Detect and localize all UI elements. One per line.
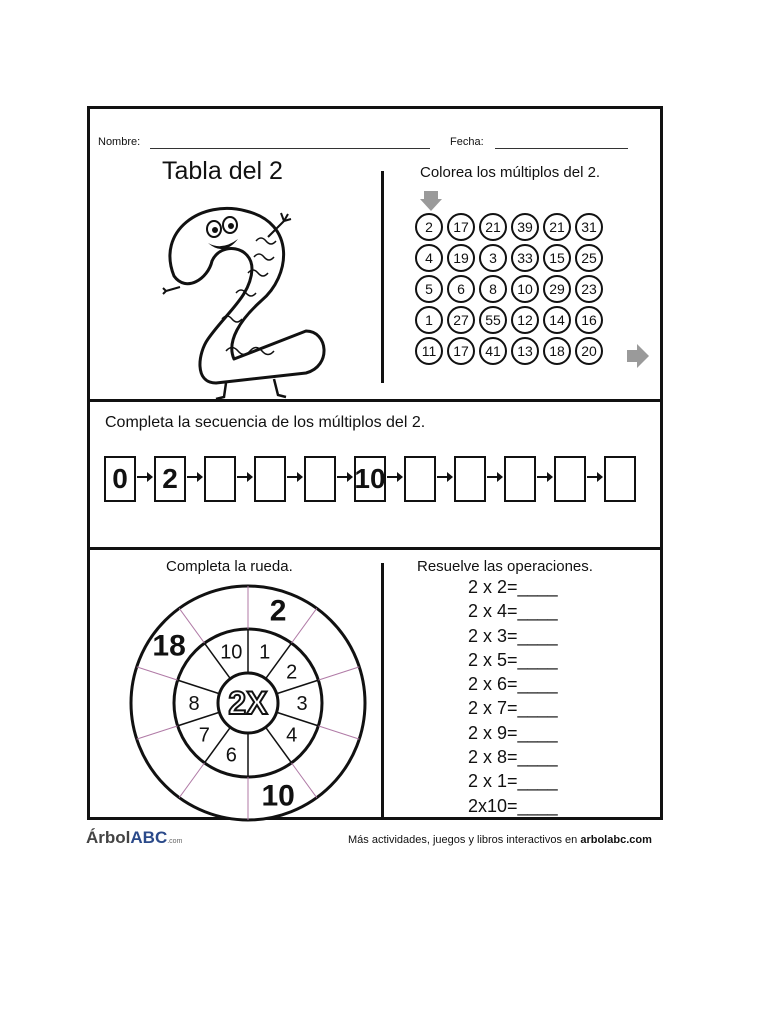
sequence-blank-box[interactable]	[254, 456, 286, 502]
multiples-grid	[415, 213, 606, 368]
number-circle[interactable]: 5	[415, 275, 443, 303]
worksheet	[87, 106, 663, 820]
number-circle[interactable]: 15	[543, 244, 571, 272]
date-field[interactable]	[495, 148, 628, 149]
logo-prefix: Árbol	[86, 828, 131, 847]
number-circle[interactable]: 31	[575, 213, 603, 241]
bottom-divider	[381, 563, 384, 818]
sequence-arrow-icon	[187, 476, 201, 478]
top-divider	[381, 171, 384, 383]
number-circle[interactable]: 17	[447, 337, 475, 365]
wheel-inner-number: 2	[286, 661, 298, 684]
wheel-outer-number: 10	[261, 779, 295, 813]
number-circle[interactable]: 10	[511, 275, 539, 303]
sequence-box: 0	[104, 456, 136, 502]
sequence-blank-box[interactable]	[604, 456, 636, 502]
operation-item[interactable]: 2 x 8=____	[468, 747, 558, 768]
right-arrow-icon	[627, 344, 649, 368]
operation-item[interactable]: 2x10=____	[468, 795, 558, 816]
number-circle[interactable]: 11	[415, 337, 443, 365]
operation-item[interactable]: 2 x 5=____	[468, 649, 558, 670]
sequence-arrow-icon	[237, 476, 251, 478]
sequence-arrow-icon	[437, 476, 451, 478]
number-circle[interactable]: 4	[415, 244, 443, 272]
number-circle[interactable]: 21	[543, 213, 571, 241]
section-divider-2	[90, 547, 660, 550]
operation-item[interactable]: 2 x 6=____	[468, 674, 558, 695]
operation-item[interactable]: 2 x 9=____	[468, 722, 558, 743]
number-circle[interactable]: 3	[479, 244, 507, 272]
sequence-blank-box[interactable]	[504, 456, 536, 502]
number-circle[interactable]: 39	[511, 213, 539, 241]
wheel-inner-number: 3	[296, 693, 308, 715]
wheel-inner-number: 6	[225, 744, 237, 767]
sequence-arrow-icon	[537, 476, 551, 478]
operations-title: Resuelve las operaciones.	[417, 558, 593, 575]
number-circle[interactable]: 21	[479, 213, 507, 241]
sequence-blank-box[interactable]	[204, 456, 236, 502]
sequence-arrow-icon	[337, 476, 351, 478]
operations-list	[468, 575, 558, 818]
number-circle[interactable]: 27	[447, 306, 475, 334]
wheel-inner-number: 1	[259, 641, 271, 664]
wheel-inner-number: 4	[286, 724, 298, 747]
number-circle[interactable]: 8	[479, 275, 507, 303]
number-circle[interactable]: 20	[575, 337, 603, 365]
wheel-title: Completa la rueda.	[166, 558, 293, 575]
name-field[interactable]	[150, 148, 430, 149]
number-circle[interactable]: 55	[479, 306, 507, 334]
sequence-blank-box[interactable]	[304, 456, 336, 502]
sequence-row	[104, 456, 654, 504]
date-label: Fecha:	[450, 136, 484, 148]
sequence-blank-box[interactable]	[404, 456, 436, 502]
operation-item[interactable]: 2 x 4=____	[468, 601, 558, 622]
number-circle[interactable]: 33	[511, 244, 539, 272]
section-divider-1	[90, 399, 660, 402]
wheel-center-label: 2X	[228, 685, 268, 721]
number-circle[interactable]: 17	[447, 213, 475, 241]
name-label: Nombre:	[98, 136, 141, 148]
number-circle[interactable]: 18	[543, 337, 571, 365]
sequence-box: 2	[154, 456, 186, 502]
color-task-title: Colorea los múltiplos del 2.	[420, 164, 601, 181]
number-circle[interactable]: 14	[543, 306, 571, 334]
number-circle[interactable]: 25	[575, 244, 603, 272]
page-title: Tabla del 2	[162, 157, 283, 185]
wheel-outer-number: 18	[152, 629, 186, 663]
sequence-title: Completa la secuencia de los múltiplos del 2.	[105, 414, 426, 431]
logo-brand: ABC	[130, 828, 168, 847]
logo-suffix: .com	[167, 838, 183, 845]
number-circle[interactable]: 1	[415, 306, 443, 334]
wheel-inner-number: 10	[220, 641, 243, 664]
operation-item[interactable]: 2 x 1=____	[468, 771, 558, 792]
number-circle[interactable]: 41	[479, 337, 507, 365]
sequence-arrow-icon	[587, 476, 601, 478]
footer-text: Más actividades, juegos y libros interactivos en	[348, 834, 581, 846]
number-circle[interactable]: 29	[543, 275, 571, 303]
operation-item[interactable]: 2 x 2=____	[468, 577, 558, 597]
operation-item[interactable]: 2 x 7=____	[468, 698, 558, 719]
multiplication-wheel	[128, 583, 368, 823]
footer-note	[348, 834, 652, 846]
sequence-arrow-icon	[487, 476, 501, 478]
number-circle[interactable]: 12	[511, 306, 539, 334]
footer-logo	[86, 828, 182, 848]
footer-link[interactable]: arbolabc.com	[580, 834, 652, 846]
number-circle[interactable]: 23	[575, 275, 603, 303]
wheel-inner-number: 7	[198, 724, 210, 747]
sequence-blank-box[interactable]	[554, 456, 586, 502]
number-circle[interactable]: 19	[447, 244, 475, 272]
number-circle[interactable]: 16	[575, 306, 603, 334]
wheel-inner-number: 8	[188, 693, 200, 715]
sequence-arrow-icon	[137, 476, 151, 478]
down-arrow-icon	[420, 189, 442, 211]
number-circle[interactable]: 13	[511, 337, 539, 365]
number-circle[interactable]: 6	[447, 275, 475, 303]
sequence-box: 10	[354, 456, 386, 502]
operation-item[interactable]: 2 x 3=____	[468, 625, 558, 646]
wheel-outer-number: 2	[269, 594, 287, 628]
sequence-arrow-icon	[287, 476, 301, 478]
number-circle[interactable]: 2	[415, 213, 443, 241]
sequence-blank-box[interactable]	[454, 456, 486, 502]
number-two-mascot-illustration	[156, 201, 336, 401]
sequence-arrow-icon	[387, 476, 401, 478]
